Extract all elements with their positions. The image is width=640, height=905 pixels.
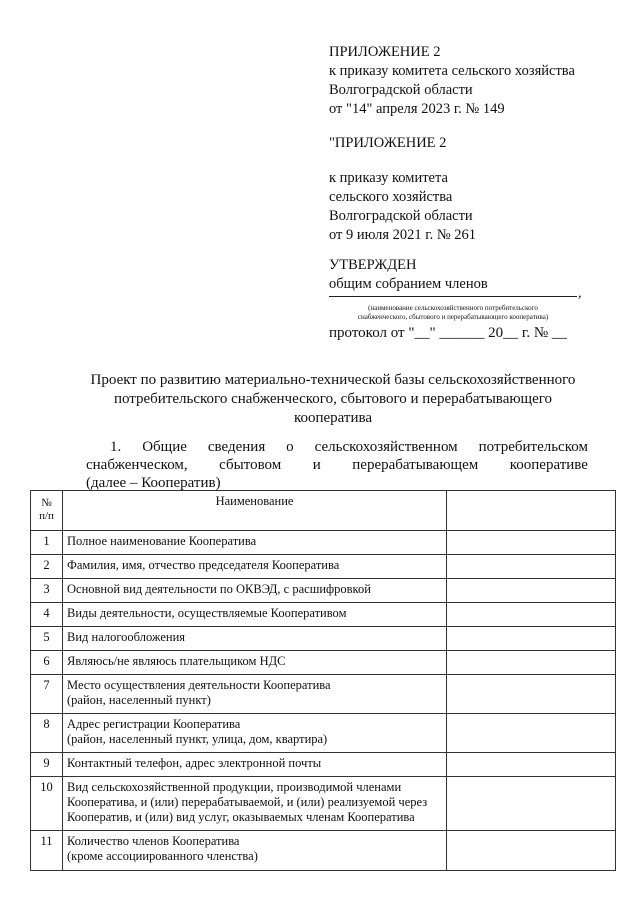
row-value-cell[interactable] [447, 579, 616, 603]
row-value-cell[interactable] [447, 627, 616, 651]
appendix-header [329, 43, 575, 119]
table-row [31, 651, 616, 675]
title-line: кооператива [293, 410, 373, 426]
section-word: сведения [207, 439, 266, 455]
row-number: 7 [31, 675, 63, 714]
row-value-cell[interactable] [447, 831, 616, 871]
row-number: 11 [31, 831, 63, 871]
hint-line: снабженческого, сбытового и перерабатывающего кооператива) [357, 313, 549, 321]
previous-appendix-date: от 9 июля 2021 г. № 261 [329, 227, 477, 243]
table-row [31, 555, 616, 579]
previous-appendix-header [329, 134, 476, 245]
row-value-cell[interactable] [447, 531, 616, 555]
row-label: Контактный телефон, адрес электронной почты [63, 753, 447, 777]
row-value-cell[interactable] [447, 603, 616, 627]
table-row [31, 831, 616, 871]
section-word: перерабатывающем [352, 457, 479, 473]
table-row [31, 579, 616, 603]
previous-appendix-title: "ПРИЛОЖЕНИЕ 2 [329, 135, 447, 151]
row-label: Адрес регистрации Кооператива (район, населенный пункт, улица, дом, квартира) [63, 714, 447, 753]
column-header-name: Наименование [63, 491, 447, 531]
row-number: 3 [31, 579, 63, 603]
row-number: 1 [31, 531, 63, 555]
row-number: 10 [31, 777, 63, 831]
row-value-cell[interactable] [447, 753, 616, 777]
row-value-cell[interactable] [447, 651, 616, 675]
table-row [31, 714, 616, 753]
row-label: Полное наименование Кооператива [63, 531, 447, 555]
row-value-cell[interactable] [447, 555, 616, 579]
row-label: Фамилия, имя, отчество председателя Кооператива [63, 555, 447, 579]
previous-appendix-line: к приказу комитета [329, 170, 448, 186]
column-header-number: № п/п [31, 491, 63, 531]
section-word: Общие [142, 439, 187, 455]
section-word: потребительском [478, 439, 588, 455]
row-value-cell[interactable] [447, 777, 616, 831]
row-label: Вид сельскохозяйственной продукции, производимой членами Кооператива, и (или) перерабатываемой, и (или) реализуемой через Кооператив, и (или) вид услуг, оказываемых членам Кооператива [63, 777, 447, 831]
column-header-value [447, 491, 616, 531]
section-word: сбытовом [219, 457, 282, 473]
table-row [31, 627, 616, 651]
cooperative-info-table [30, 490, 616, 871]
protocol-line: протокол от "__" ______ 20__ г. № __ [329, 325, 567, 341]
row-value-cell[interactable] [447, 714, 616, 753]
document-title [70, 371, 596, 428]
approval-subtitle: общим собранием членов [329, 276, 488, 292]
section-note: (далее – Кооператив) [86, 475, 221, 491]
section-word: снабженческом, [86, 457, 188, 473]
title-line: потребительского снабженческого, сбытового и перерабатывающего [113, 391, 553, 407]
approval-title: УТВЕРЖДЕН [329, 257, 417, 273]
section-word: сельскохозяйственном [314, 439, 458, 455]
previous-appendix-line: сельского хозяйства [329, 189, 453, 205]
appendix-title: ПРИЛОЖЕНИЕ 2 [329, 44, 441, 60]
appendix-line: к приказу комитета сельского хозяйства [329, 63, 575, 79]
section-word: кооперативе [509, 457, 588, 473]
section-heading [86, 438, 588, 492]
table-header-row [31, 491, 616, 531]
signature-comma: , [578, 286, 582, 301]
row-label: Основной вид деятельности по ОКВЭД, с расшифровкой [63, 579, 447, 603]
row-label: Являюсь/не являюсь плательщиком НДС [63, 651, 447, 675]
previous-appendix-line: Волгоградской области [329, 208, 473, 224]
table-row [31, 753, 616, 777]
row-number: 5 [31, 627, 63, 651]
signature-line [329, 296, 577, 297]
table-row [31, 603, 616, 627]
approval-block [329, 256, 488, 294]
row-label: Количество членов Кооператива (кроме ассоциированного членства) [63, 831, 447, 871]
row-number: 6 [31, 651, 63, 675]
row-label: Место осуществления деятельности Кооператива (район, населенный пункт) [63, 675, 447, 714]
cooperative-name-hint [329, 304, 577, 322]
row-value-cell[interactable] [447, 675, 616, 714]
row-label: Вид налогообложения [63, 627, 447, 651]
row-number: 4 [31, 603, 63, 627]
appendix-date: от "14" апреля 2023 г. № 149 [329, 101, 505, 117]
row-label: Виды деятельности, осуществляемые Кооперативом [63, 603, 447, 627]
title-line: Проект по развитию материально-технической базы сельскохозяйственного [90, 372, 576, 388]
row-number: 2 [31, 555, 63, 579]
section-word: и [312, 457, 321, 473]
section-word: 1. [110, 439, 122, 455]
hint-line: (наименование сельскохозяйственного потребительского [368, 304, 538, 312]
appendix-line: Волгоградской области [329, 82, 473, 98]
table-row [31, 675, 616, 714]
table-row [31, 777, 616, 831]
row-number: 8 [31, 714, 63, 753]
table-row [31, 531, 616, 555]
section-word: о [286, 439, 294, 455]
row-number: 9 [31, 753, 63, 777]
